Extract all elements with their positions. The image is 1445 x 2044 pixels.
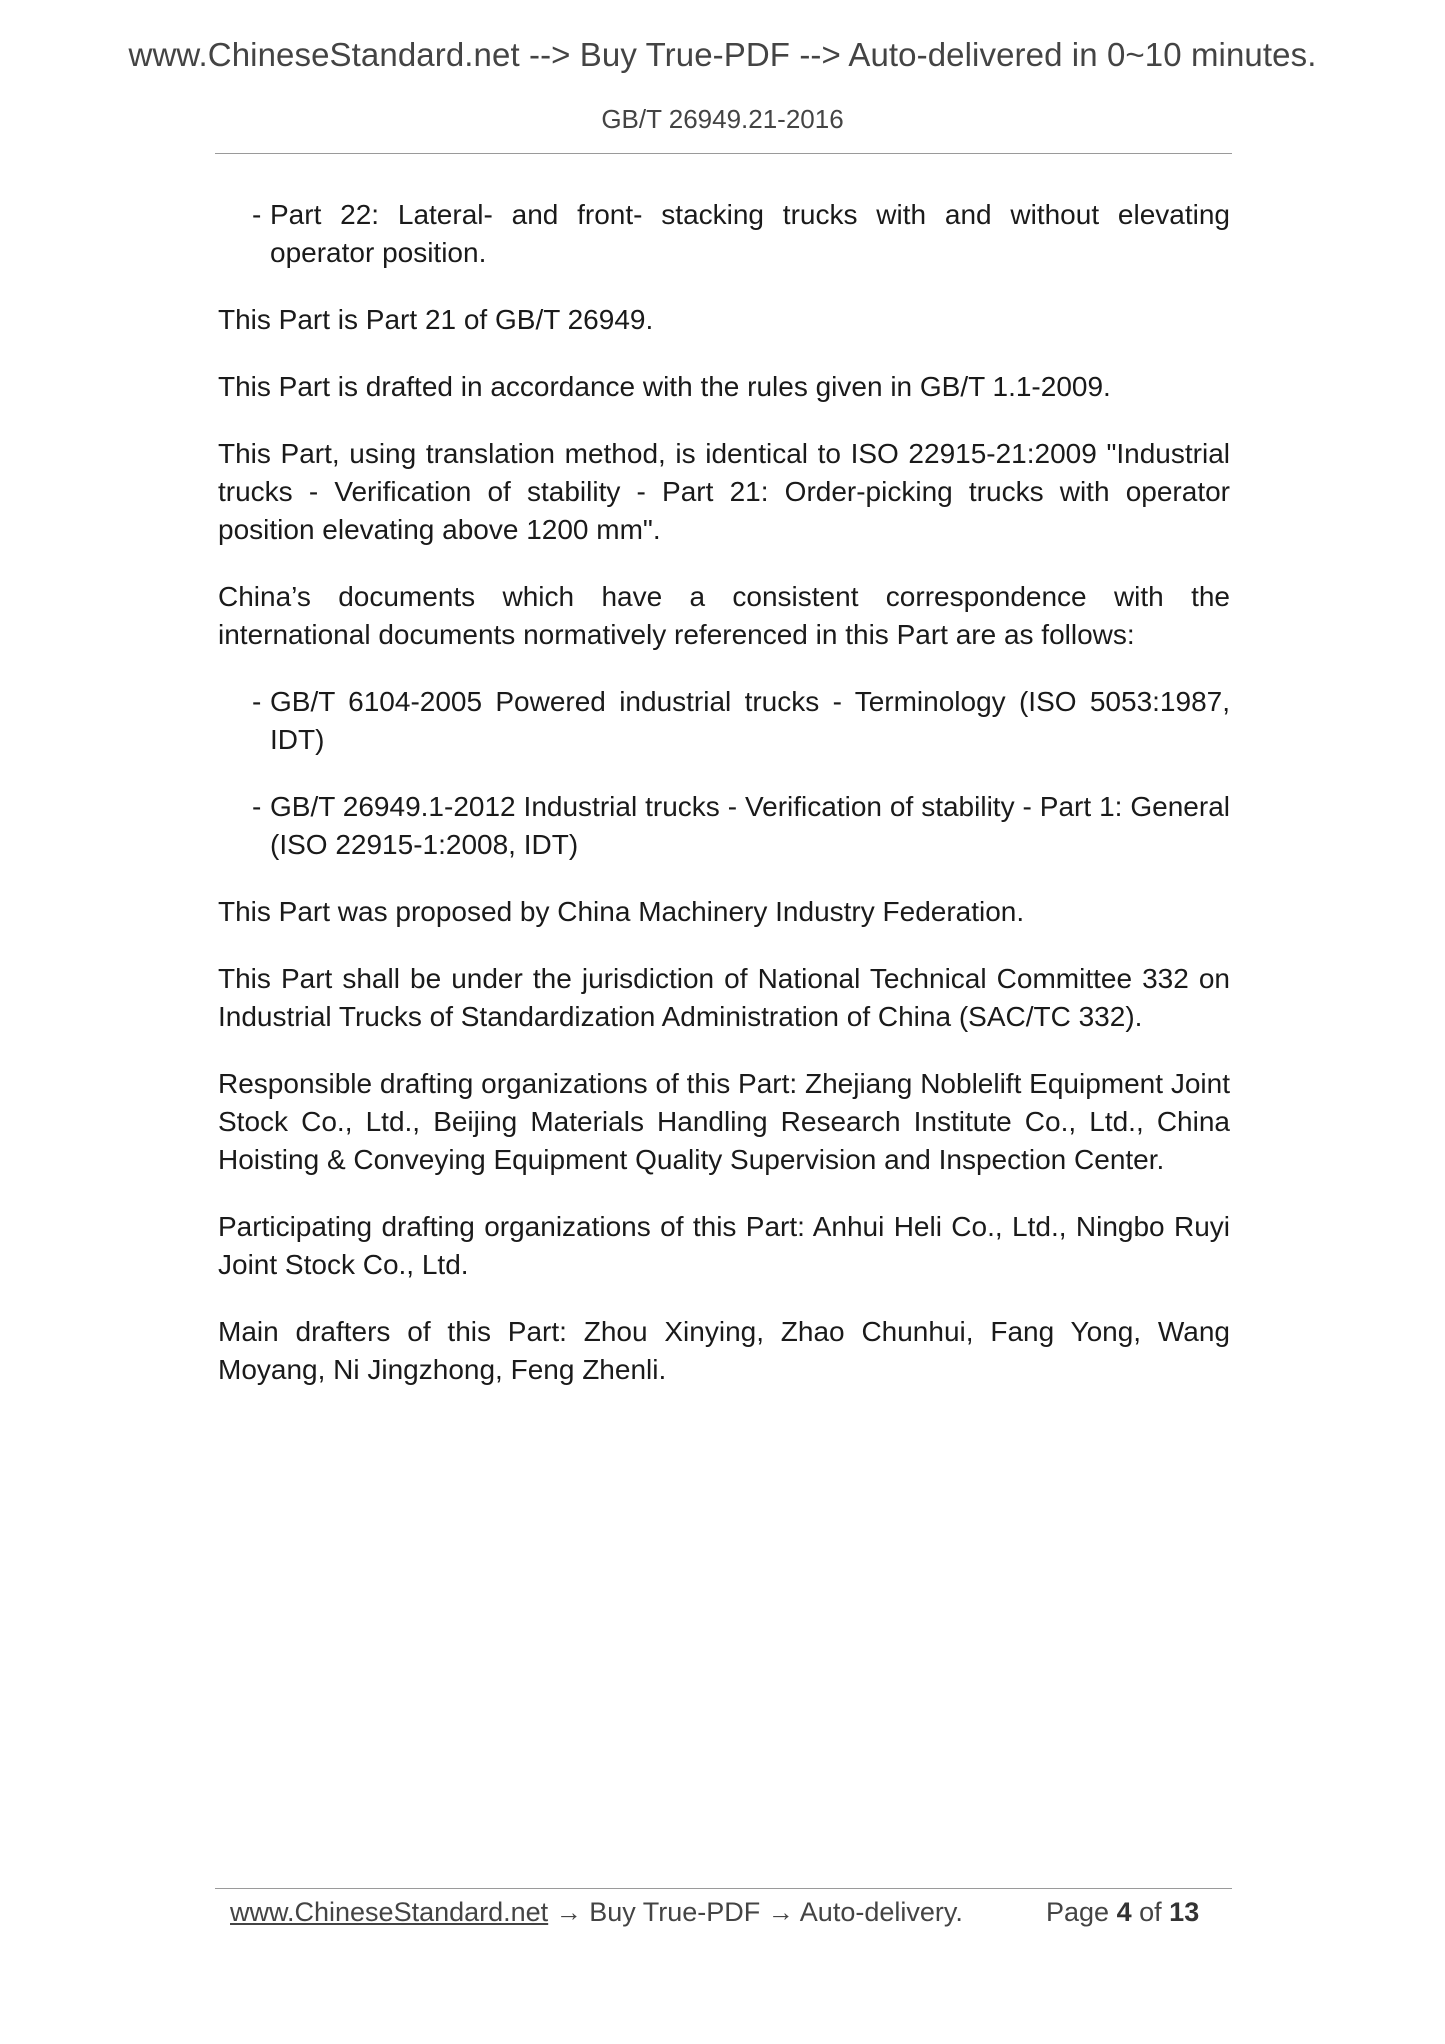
paragraph-responsible-orgs: Responsible drafting organizations of this Part: Zhejiang Noblelift Equipment Joint Stock Co., Ltd., Beijing Materials Handling Research Institute Co., Ltd., China Hoisting & Conveying Equipment Quality Supervision and Inspection Center. xyxy=(218,1068,1230,1175)
paragraph-correspondence: China’s documents which have a consistent correspondence with the international documents normatively referenced in this Part are as follows: xyxy=(218,581,1230,650)
page-number: 4 xyxy=(1116,1897,1132,1927)
header-banner: www.ChineseStandard.net --> Buy True-PDF --> Auto-delivered in 0~10 minutes. xyxy=(128,36,1317,73)
list-item-ref2 xyxy=(252,788,1230,864)
footer-link[interactable]: www.ChineseStandard.net xyxy=(230,1897,549,1927)
footer-divider xyxy=(215,1888,1232,1889)
page-indicator xyxy=(1046,1897,1199,1928)
header-divider xyxy=(215,153,1232,154)
list-dash: - xyxy=(252,791,262,822)
paragraph-main-drafters: Main drafters of this Part: Zhou Xinying, Zhao Chunhui, Fang Yong, Wang Moyang, Ni Jingzhong, Feng Zhenli. xyxy=(218,1316,1230,1385)
list-dash: - xyxy=(252,686,262,717)
list-dash: - xyxy=(252,199,262,230)
footer xyxy=(230,1897,1230,1928)
document-body xyxy=(218,196,1230,1418)
paragraph-identical-iso: This Part, using translation method, is identical to ISO 22915-21:2009 "Industrial trucks - Verification of stability - Part 21: Order-picking trucks with operator position elevating above 1200 mm". xyxy=(218,438,1230,545)
page-total: 13 xyxy=(1169,1897,1200,1927)
list-item-text: Part 22: Lateral- and front- stacking trucks with and without elevating operator position. xyxy=(270,199,1230,268)
paragraph-drafting-rules: This Part is drafted in accordance with the rules given in GB/T 1.1-2009. xyxy=(218,371,1111,402)
paragraph-participating-orgs: Participating drafting organizations of this Part: Anhui Heli Co., Ltd., Ningbo Ruyi Joint Stock Co., Ltd. xyxy=(218,1211,1230,1280)
paragraph-jurisdiction: This Part shall be under the jurisdiction of National Technical Committee 332 on Industrial Trucks of Standardization Administration of China (SAC/TC 332). xyxy=(218,963,1230,1032)
arrow-right-icon: → xyxy=(555,1897,582,1927)
list-item-part22 xyxy=(252,196,1230,272)
paragraph-proposed-by: This Part was proposed by China Machinery Industry Federation. xyxy=(218,896,1025,927)
document-number: GB/T 26949.21-2016 xyxy=(601,104,844,134)
arrow-right-icon: → xyxy=(767,1897,794,1927)
footer-delivery-text: Auto-delivery. xyxy=(799,1897,963,1927)
footer-buy-text: Buy True-PDF xyxy=(589,1897,761,1927)
list-item-ref1 xyxy=(252,683,1230,759)
page-of-label: of xyxy=(1139,1897,1162,1927)
paragraph-part-number: This Part is Part 21 of GB/T 26949. xyxy=(218,304,654,335)
list-item-text: GB/T 6104-2005 Powered industrial trucks - Terminology (ISO 5053:1987, IDT) xyxy=(270,686,1230,755)
page-label: Page xyxy=(1046,1897,1110,1927)
list-item-text: GB/T 26949.1-2012 Industrial trucks - Verification of stability - Part 1: General (ISO 22915-1:2008, IDT) xyxy=(270,791,1230,860)
